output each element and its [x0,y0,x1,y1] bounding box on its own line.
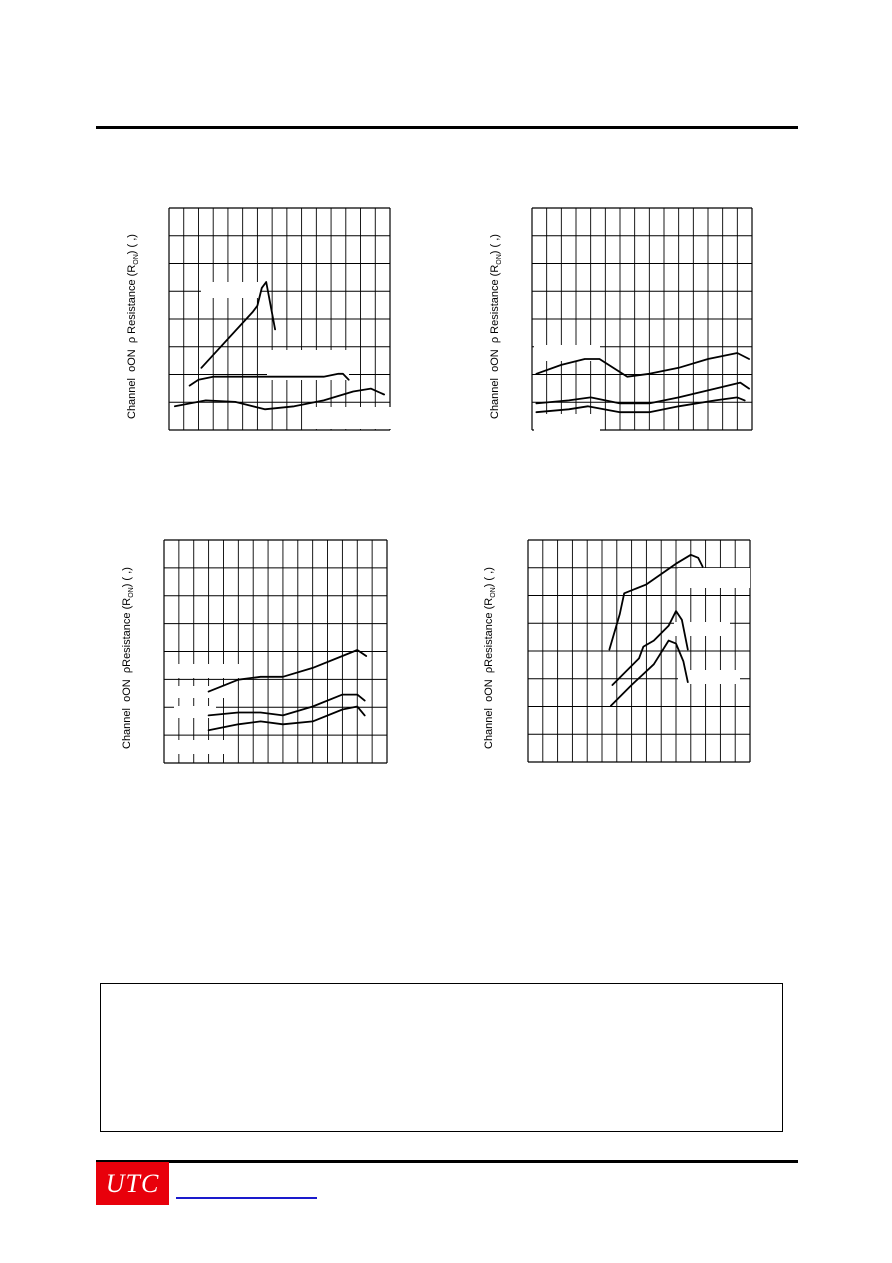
chart-4-y-axis-label: Channel oON ρResistance $(R_{ON})$ ( ,) [483,567,498,749]
blank-label-area [534,414,600,432]
blank-label-area [309,407,391,429]
website-link-underline[interactable] [176,1197,317,1199]
series-line-2 [209,695,365,716]
chart-1 [168,207,391,431]
utc-logo: UTC [96,1162,169,1205]
blank-label-area [174,664,240,678]
blank-label-area [174,706,216,718]
chart-3-y-axis-label: Channel oON ρResistance $(R_{ON})$ ( ,) [121,567,136,749]
chart-3 [163,539,388,764]
chart-2 [531,207,753,431]
chart-4 [527,539,751,763]
footer-rule [96,1160,798,1163]
blank-label-area [174,740,228,754]
series-line-3 [209,707,365,731]
blank-label-area [267,350,349,380]
chart-2-y-axis-label: Channel oON ρ Resistance $(R_{ON})$ ( ,) [489,234,504,419]
header-rule [96,126,798,129]
blank-label-area [678,568,750,588]
notice-box [100,983,783,1132]
blank-label-area [201,282,261,298]
series-line-3 [175,389,384,410]
chart-1-y-axis-label: Channel oON ρ Resistance $(R_{ON})$ ( ,) [126,234,141,419]
